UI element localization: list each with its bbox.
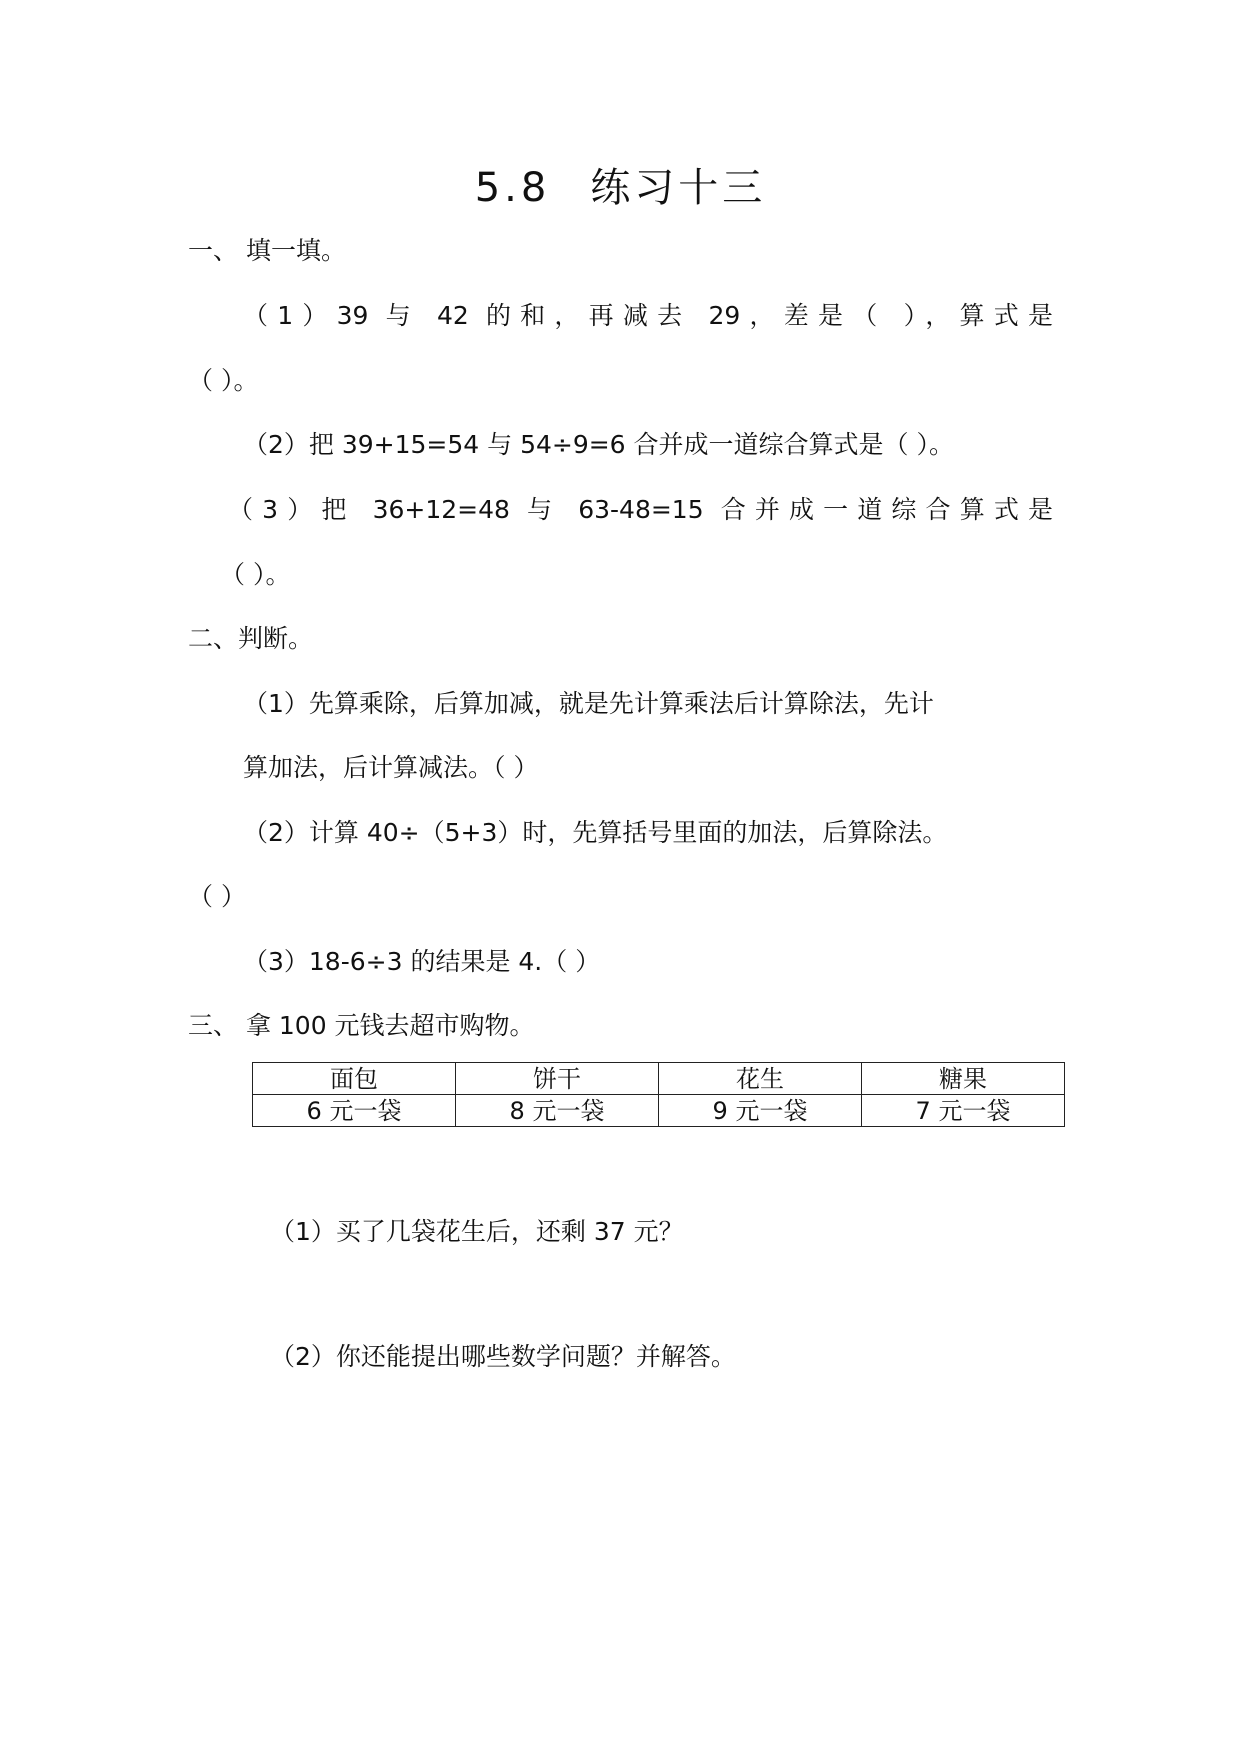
table-cell-price: 6 元一袋 [253,1095,456,1127]
table-cell-item: 面包 [253,1063,456,1095]
price-table [252,1062,1065,1127]
section1-q1-line2: （ ）。 [188,366,259,395]
section2-q1-line1: （1）先算乘除，后算加减，就是先计算乘法后计算除法，先计 [243,689,934,718]
section1-q1-line1: （1）39 与 42 的和，再减去 29，差是（ ），算式是 [243,301,1053,330]
section1-q3-line2: （ ）。 [220,560,291,589]
title-text: 练习十三 [590,165,767,211]
section1-heading: 一、 填一填。 [188,236,346,265]
section1-q3-line1: （3）把 36+12=48 与 63-48=15 合并成一道综合算式是 [228,495,1053,524]
section2-heading: 二、判断。 [188,624,314,653]
section2-q1-line2: 算加法，后计算减法。（ ） [243,753,539,782]
section2-q2-line2: （ ） [188,882,246,911]
table-cell-item: 糖果 [862,1063,1065,1095]
table-cell-item: 饼干 [456,1063,659,1095]
section2-q2-line1: （2）计算 40÷（5+3）时，先算括号里面的加法，后算除法。 [243,818,948,847]
table-cell-item: 花生 [659,1063,862,1095]
table-cell-price: 8 元一袋 [456,1095,659,1127]
table-row [253,1063,1065,1095]
table-cell-price: 9 元一袋 [659,1095,862,1127]
section2-q3: （3）18-6÷3 的结果是 4.（ ） [243,947,601,976]
page-title [0,164,1241,212]
table-cell-price: 7 元一袋 [862,1095,1065,1127]
section1-q2: （2）把 39+15=54 与 54÷9=6 合并成一道综合算式是（ ）。 [243,430,954,459]
table-row [253,1095,1065,1127]
section3-q1: （1）买了几袋花生后，还剩 37 元？ [270,1217,684,1246]
section3-q2: （2）你还能提出哪些数学问题？并解答。 [270,1342,736,1371]
title-number: 5.8 [474,165,551,211]
section3-heading: 三、 拿 100 元钱去超市购物。 [188,1011,535,1040]
